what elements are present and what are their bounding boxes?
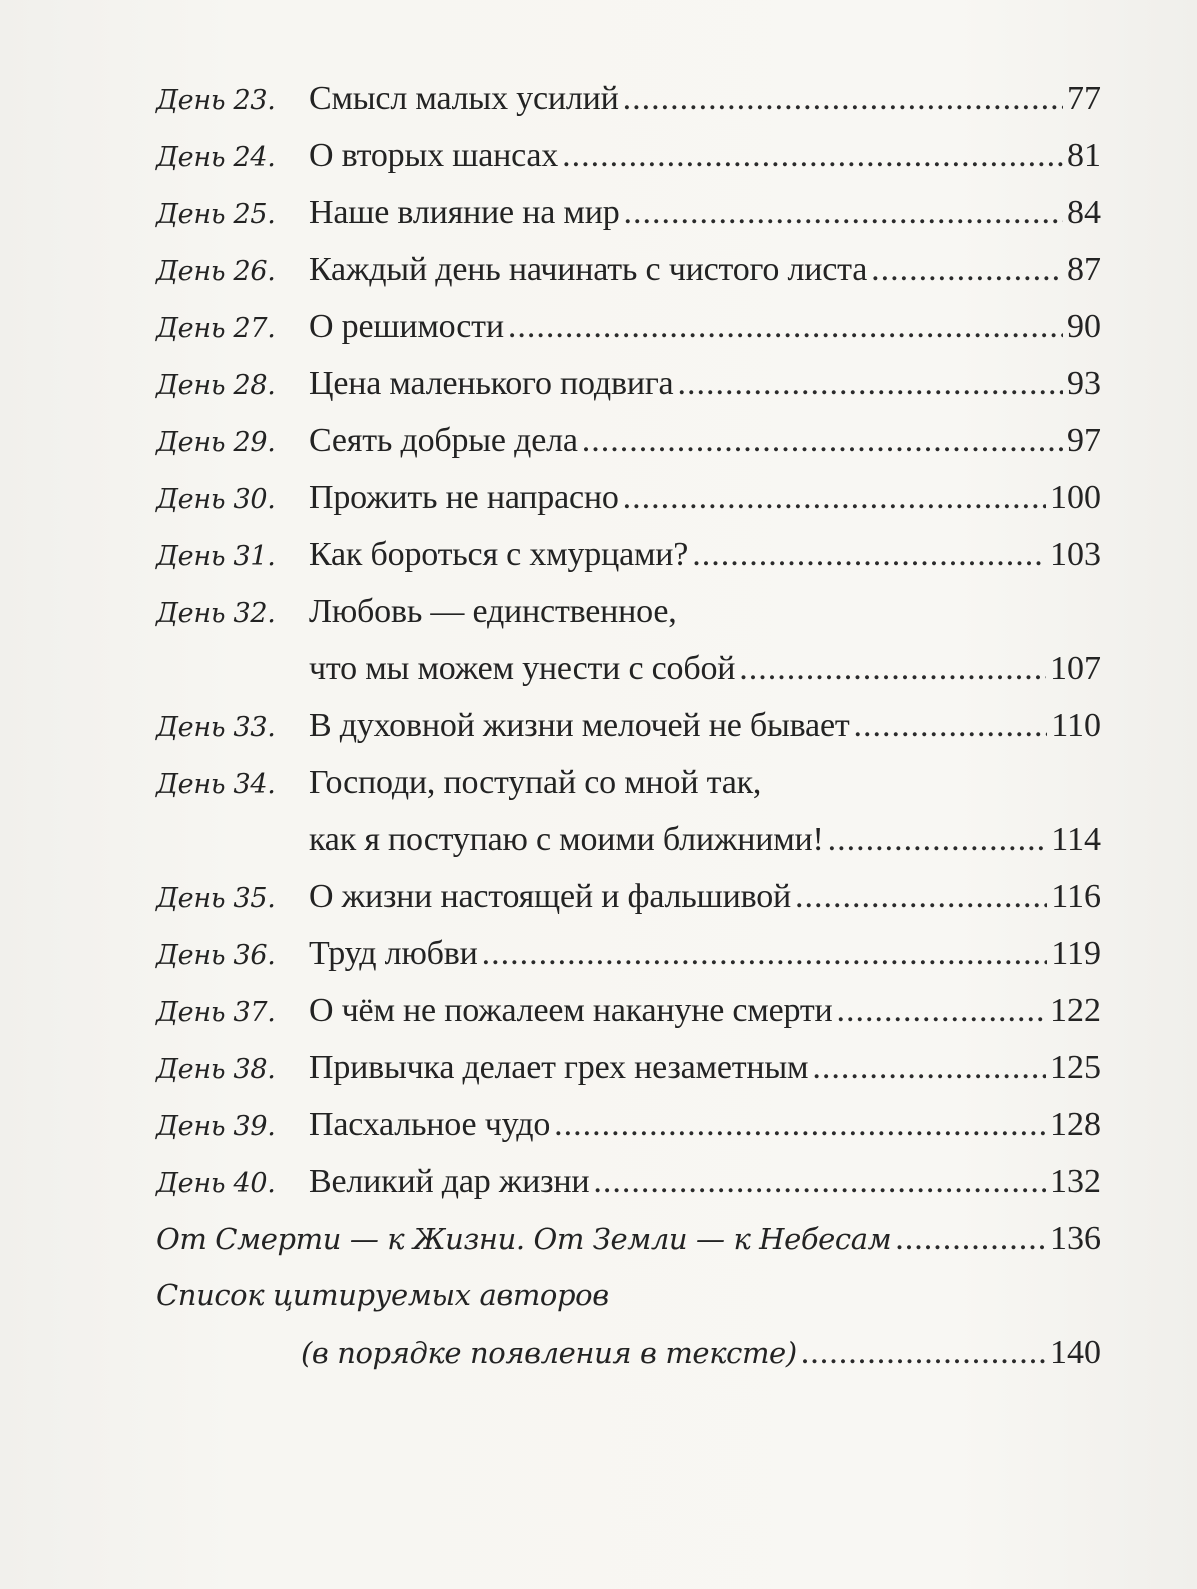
toc-dot-leader — [624, 184, 1063, 241]
toc-line — [156, 982, 1101, 1039]
toc-day-label: День 29. — [156, 427, 276, 458]
toc-page-number: 136 — [1050, 1220, 1101, 1257]
toc-dot-leader — [508, 298, 1063, 355]
toc-page-number: 110 — [1051, 707, 1101, 744]
toc-entry-title: Наше влияние на мир — [309, 194, 620, 231]
toc-line — [156, 184, 1101, 241]
toc-dot-leader — [801, 1324, 1046, 1381]
toc-entry — [156, 184, 1101, 241]
toc-page-number: 114 — [1051, 821, 1101, 858]
toc-line — [156, 1267, 1101, 1324]
toc-entry-title: Господи, поступай со мной так, — [309, 764, 762, 801]
toc-dot-leader — [828, 811, 1048, 868]
toc-dot-leader — [812, 1039, 1046, 1096]
toc-entry — [156, 298, 1101, 355]
toc-page-number: 125 — [1050, 1049, 1101, 1086]
toc-line — [156, 127, 1101, 184]
toc-line — [156, 925, 1101, 982]
toc-entry — [156, 127, 1101, 184]
toc-day-label: День 39. — [156, 1111, 276, 1142]
toc-entry-title: От Смерти — к Жизни. От Земли — к Небесам — [156, 1222, 892, 1256]
toc-line — [156, 868, 1101, 925]
toc-entry-title: Список цитируемых авторов — [156, 1278, 609, 1312]
toc-page-number: 84 — [1067, 194, 1101, 231]
toc-dot-leader — [562, 127, 1063, 184]
toc-entry-title: О жизни настоящей и фальшивой — [309, 878, 791, 915]
toc-page-number: 100 — [1050, 479, 1101, 516]
toc-line — [156, 1324, 1101, 1381]
toc-day-label: День 26. — [156, 256, 276, 287]
toc-line — [156, 754, 1101, 811]
toc-page-number: 81 — [1067, 137, 1101, 174]
toc-line — [156, 355, 1101, 412]
toc-day-label: День 28. — [156, 370, 276, 401]
toc-line — [156, 811, 1101, 868]
toc-dot-leader — [582, 412, 1063, 469]
toc-entry — [156, 469, 1101, 526]
toc-page-number: 103 — [1050, 536, 1101, 573]
toc-dot-leader — [623, 70, 1063, 127]
toc-entry-title: (в порядке появления в тексте) — [301, 1336, 797, 1370]
toc-entry — [156, 412, 1101, 469]
toc-entry — [156, 355, 1101, 412]
toc-line — [156, 1096, 1101, 1153]
toc-entry-title: Сеять добрые дела — [309, 422, 578, 459]
toc-line — [156, 640, 1101, 697]
toc-entry-title: Пасхальное чудо — [309, 1106, 551, 1143]
toc-entry — [156, 583, 1101, 697]
toc-entry — [156, 526, 1101, 583]
toc-day-label: День 35. — [156, 883, 276, 914]
toc-entry — [156, 1153, 1101, 1210]
toc-entry-title: О вторых шансах — [309, 137, 559, 174]
toc-entry-title: Каждый день начинать с чистого листа — [309, 251, 868, 288]
toc-line — [156, 583, 1101, 640]
toc-entry — [156, 241, 1101, 298]
toc-line — [156, 412, 1101, 469]
toc-entry — [156, 1096, 1101, 1153]
toc-page-number: 90 — [1067, 308, 1101, 345]
toc-entry-title: Цена маленького подвига — [309, 365, 674, 402]
toc-day-label: День 36. — [156, 940, 276, 971]
toc-page-number: 93 — [1067, 365, 1101, 402]
toc-entry — [156, 754, 1101, 868]
toc-page-number: 128 — [1050, 1106, 1101, 1143]
toc-line — [156, 697, 1101, 754]
toc-line — [156, 1039, 1101, 1096]
toc-dot-leader — [623, 469, 1046, 526]
toc-entry — [156, 70, 1101, 127]
toc-dot-leader — [871, 241, 1063, 298]
toc-line — [156, 241, 1101, 298]
toc-entry-title: Как бороться с хмурцами? — [309, 536, 689, 573]
toc-entry-title: О чём не пожалеем накануне смерти — [309, 992, 833, 1029]
toc-entry — [156, 868, 1101, 925]
toc-dot-leader — [593, 1153, 1046, 1210]
toc-line — [156, 526, 1101, 583]
toc-page-number: 140 — [1050, 1334, 1101, 1371]
toc-entry — [156, 697, 1101, 754]
toc-entry — [156, 1039, 1101, 1096]
toc-entry-title: Любовь — единственное, — [309, 593, 677, 630]
toc-day-label: День 34. — [156, 769, 276, 800]
toc-page-number: 97 — [1067, 422, 1101, 459]
toc-day-label: День 38. — [156, 1054, 276, 1085]
table-of-contents — [156, 70, 1101, 1381]
toc-extra-entry — [156, 1267, 1101, 1381]
toc-dot-leader — [739, 640, 1046, 697]
toc-line — [156, 1153, 1101, 1210]
toc-dot-leader — [677, 355, 1063, 412]
toc-page-number: 132 — [1050, 1163, 1101, 1200]
toc-dot-leader — [795, 868, 1047, 925]
toc-day-label: День 27. — [156, 313, 276, 344]
toc-dot-leader — [554, 1096, 1046, 1153]
toc-page-number: 87 — [1067, 251, 1101, 288]
toc-line — [156, 469, 1101, 526]
toc-dot-leader — [895, 1210, 1046, 1267]
toc-day-label: День 31. — [156, 541, 276, 572]
toc-entry-title: В духовной жизни мелочей не бывает — [309, 707, 850, 744]
toc-day-label: День 33. — [156, 712, 276, 743]
toc-dot-leader — [692, 526, 1046, 583]
toc-entry-title: О решимости — [309, 308, 504, 345]
toc-page-number: 122 — [1050, 992, 1101, 1029]
toc-entry-title: Великий дар жизни — [309, 1163, 590, 1200]
toc-entry-title: что мы можем унести с собой — [309, 650, 736, 687]
toc-line — [156, 70, 1101, 127]
toc-day-label: День 32. — [156, 598, 276, 629]
toc-page-number: 119 — [1051, 935, 1101, 972]
toc-extra-entry — [156, 1210, 1101, 1267]
toc-line — [156, 1210, 1101, 1267]
toc-day-label: День 24. — [156, 142, 276, 173]
toc-entry — [156, 982, 1101, 1039]
toc-day-label: День 40. — [156, 1168, 276, 1199]
toc-entry-title: как я поступаю с моими ближними! — [309, 821, 824, 858]
toc-day-label: День 23. — [156, 85, 276, 116]
toc-page-number: 116 — [1051, 878, 1101, 915]
toc-day-label: День 25. — [156, 199, 276, 230]
toc-entry-title: Привычка делает грех незаметным — [309, 1049, 809, 1086]
toc-entry — [156, 925, 1101, 982]
toc-dot-leader — [837, 982, 1046, 1039]
toc-entry-title: Прожить не напрасно — [309, 479, 619, 516]
toc-entry-title: Смысл малых усилий — [309, 80, 619, 117]
toc-day-label: День 37. — [156, 997, 276, 1028]
toc-dot-leader — [854, 697, 1048, 754]
toc-entry-title: Труд любви — [309, 935, 478, 972]
toc-day-label: День 30. — [156, 484, 276, 515]
toc-line — [156, 298, 1101, 355]
toc-dot-leader — [482, 925, 1048, 982]
toc-page-number: 77 — [1067, 80, 1101, 117]
toc-page-number: 107 — [1050, 650, 1101, 687]
